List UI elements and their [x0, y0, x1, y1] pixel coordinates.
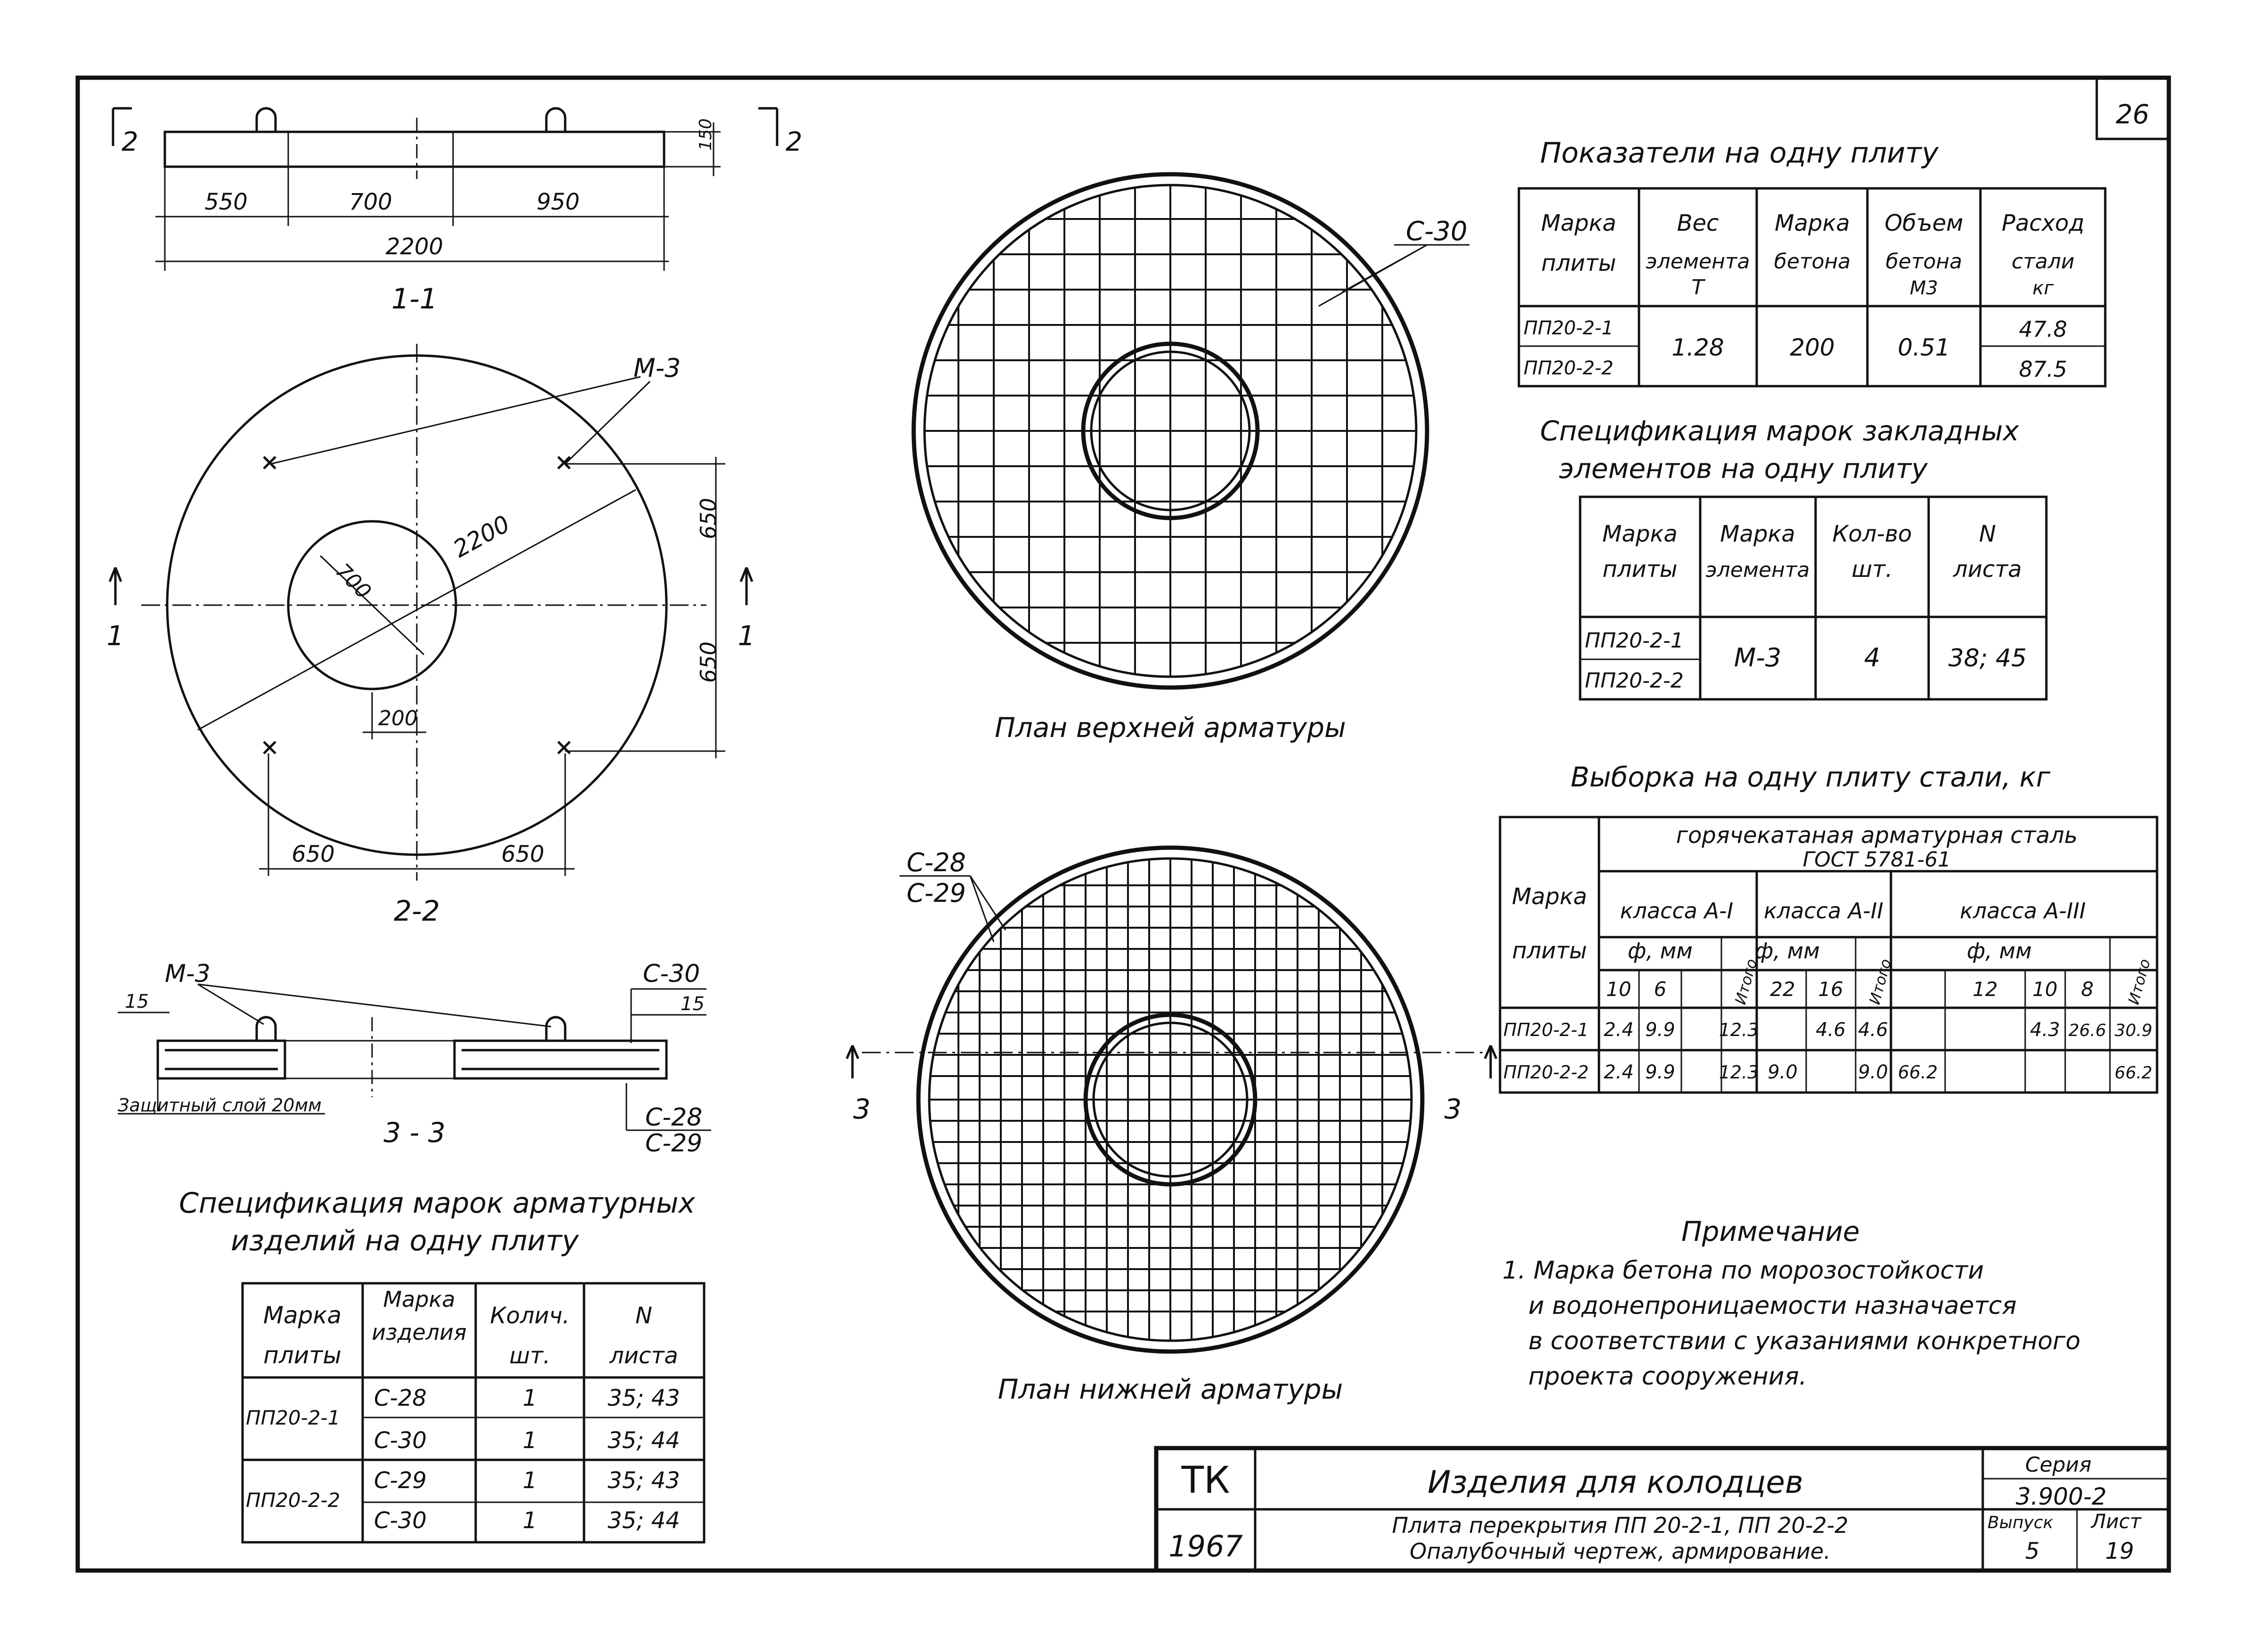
steel-r2-c5: 9.0	[1768, 1061, 1798, 1083]
plan-bottom-mesh-c28: С-28	[907, 848, 966, 877]
steel-r1-mark: ПП20-2-1	[1503, 1020, 1589, 1040]
issue-label: Выпуск	[1987, 1513, 2053, 1532]
steel-h-mark-1: Марка	[1512, 883, 1587, 910]
note-line-3: в соответствии с указаниями конкретного	[1528, 1327, 2081, 1355]
title-name: Изделия для колодцев	[1428, 1464, 1803, 1500]
ind-h-mark-1: Марка	[1541, 210, 1616, 236]
section-2-2-title: 2-2	[394, 895, 440, 928]
steel-title: Выборка на одну плиту стали, кг	[1571, 761, 2051, 793]
sheet-label: Лист	[2091, 1510, 2142, 1533]
indicators-title: Показатели на одну плиту	[1540, 137, 1939, 170]
steel-class-2: класса А-II	[1764, 898, 1883, 923]
reb-item-2: С-30	[374, 1427, 427, 1454]
embedded-title-1: Спецификация марок закладных	[1540, 415, 2019, 447]
dim-150: 150	[696, 118, 715, 151]
steel-r1-c6: 4.6	[1816, 1019, 1846, 1041]
dim-15-right: 15	[681, 993, 705, 1015]
plan-top-reinforcement	[914, 174, 1469, 744]
reb-h-sheet-2: листа	[609, 1343, 678, 1369]
dim-v-bottom: 650	[696, 641, 721, 683]
rebar-title-2: изделий на одну плиту	[231, 1224, 579, 1257]
reb-qty-4: 1	[522, 1507, 537, 1534]
rebar-title-1: Спецификация марок арматурных	[179, 1187, 695, 1220]
ind-h-vol-1: Объем	[1884, 210, 1963, 236]
title-desc-2: Опалубочный чертеж, армирование.	[1410, 1539, 1831, 1564]
note-line-1: 1. Марка бетона по морозостойкости	[1502, 1256, 1984, 1285]
steel-r1-c2: 9.9	[1645, 1019, 1675, 1041]
dim-700: 700	[349, 189, 392, 215]
cut-label-left: 2	[122, 127, 138, 157]
steel-r2-c11: 66.2	[2114, 1063, 2153, 1083]
ind-h-steel-1: Расход	[2002, 210, 2085, 236]
steel-d-10a: 10	[1606, 978, 1631, 1001]
reb-h-sheet-1: N	[635, 1303, 652, 1329]
insert-label-m3: М-3	[633, 353, 681, 383]
emb-h-elem-1: Марка	[1720, 521, 1795, 547]
ind-h-weight-1: Вес	[1677, 210, 1719, 236]
plan-top-mesh-c30: С-30	[1406, 216, 1468, 247]
reb-h-qty-2: шт.	[509, 1343, 551, 1369]
steel-total-3: Итого	[2125, 957, 2154, 1007]
sheet-value: 19	[2105, 1538, 2134, 1564]
plate-profile	[165, 132, 664, 167]
reb-item-4: С-30	[374, 1507, 427, 1534]
dim-v-top: 650	[696, 498, 721, 539]
section-2-2	[107, 344, 755, 928]
title-block	[1156, 1448, 2169, 1571]
ind-h-steel-3: кг	[2032, 277, 2054, 299]
reb-h-plate-1: Марка	[263, 1302, 342, 1329]
reb-h-item-2: изделия	[372, 1320, 467, 1345]
steel-r2-c1: 2.4	[1604, 1061, 1634, 1083]
reb-sheet-2: 35; 44	[608, 1427, 680, 1454]
emb-sheets: 38; 45	[1948, 644, 2027, 672]
steel-d-16: 16	[1818, 978, 1843, 1001]
note-line-4: проекта сооружения.	[1528, 1362, 1807, 1391]
ind-h-vol-2: бетона	[1885, 250, 1963, 274]
emb-h-elem-2: элемента	[1705, 558, 1810, 582]
dim-inner-diameter: 700	[331, 559, 376, 604]
steel-r2-mark: ПП20-2-2	[1503, 1062, 1589, 1083]
ind-row1-steel: 47.8	[2019, 316, 2068, 342]
steel-r1-c10: 26.6	[2068, 1021, 2107, 1040]
reb-qty-1: 1	[522, 1385, 537, 1411]
reb-h-qty-1: Колич.	[490, 1303, 570, 1329]
steel-d-12: 12	[1972, 978, 1998, 1001]
embedded-title-2: элементов на одну плиту	[1559, 453, 1928, 485]
embedded-elements-table	[1540, 415, 2046, 699]
steel-class-1: класса А-I	[1620, 898, 1734, 923]
section-3-3-insert: М-3	[165, 960, 211, 988]
issue-value: 5	[2025, 1538, 2040, 1564]
steel-h-main-2: ГОСТ 5781-61	[1802, 848, 1951, 872]
steel-class-3: класса А-III	[1960, 898, 2086, 923]
steel-h-main-1: горячекатаная арматурная сталь	[1676, 822, 2078, 849]
ind-row2-steel: 87.5	[2019, 356, 2068, 382]
ind-h-vol-3: М3	[1910, 277, 1938, 299]
emb-h-mark-1: Марка	[1602, 521, 1678, 547]
ind-row1-mark: ПП20-2-1	[1524, 317, 1614, 339]
ind-h-steel-2: стали	[2012, 250, 2075, 274]
dim-2200: 2200	[385, 234, 444, 260]
plan-bottom-caption: План нижней арматуры	[998, 1373, 1343, 1405]
section-3-3-mesh-c29: С-29	[645, 1129, 703, 1158]
cut-label-3-right: 3	[1444, 1093, 1462, 1125]
steel-r1-c11: 30.9	[2114, 1021, 2153, 1040]
ind-h-grade-1: Марка	[1775, 210, 1850, 236]
dim-hole-offset: 200	[378, 706, 418, 730]
steel-r2-c4: 12.3	[1719, 1062, 1759, 1083]
steel-phi-3: ф, мм	[1967, 938, 2032, 964]
emb-mark-1: ПП20-2-1	[1585, 629, 1684, 653]
reb-h-item-1: Марка	[383, 1287, 455, 1312]
series-label: Серия	[2025, 1453, 2092, 1477]
ind-h-grade-2: бетона	[1774, 250, 1851, 274]
emb-h-mark-2: плиты	[1602, 556, 1678, 583]
cut-label-1-right: 1	[738, 620, 755, 652]
section-1-1	[113, 108, 803, 316]
emb-h-sheet-2: листа	[1953, 556, 2022, 583]
plan-bottom-mesh-c29: С-29	[907, 878, 966, 908]
dim-h-left: 650	[292, 841, 335, 867]
steel-h-mark-2: плиты	[1512, 938, 1587, 964]
note-block	[1502, 1215, 2080, 1391]
steel-d-6: 6	[1654, 978, 1667, 1001]
emb-h-qty-1: Кол-во	[1832, 521, 1912, 547]
title-org: ТК	[1181, 1459, 1230, 1502]
ind-weight: 1.28	[1671, 334, 1724, 361]
steel-total-1: Итого	[1731, 957, 1761, 1007]
steel-r1-c1: 2.4	[1604, 1019, 1634, 1041]
reb-h-plate-2: плиты	[263, 1342, 341, 1369]
ind-h-weight-3: Т	[1691, 275, 1704, 300]
dim-950: 950	[536, 189, 580, 215]
series-value: 3.900-2	[2016, 1483, 2107, 1510]
dim-h-right: 650	[501, 841, 544, 867]
section-3-3-mesh-c28: С-28	[645, 1103, 703, 1132]
cut-label-3-left: 3	[853, 1093, 871, 1125]
steel-d-8: 8	[2081, 978, 2094, 1001]
section-3-3-top-mesh: С-30	[643, 960, 700, 988]
section-3-3-title: 3 - 3	[383, 1117, 446, 1149]
note-line-2: и водонепроницаемости назначается	[1528, 1292, 2017, 1320]
dim-550: 550	[204, 189, 248, 215]
reb-plate-1: ПП20-2-1	[246, 1406, 341, 1429]
cut-label-1-left: 1	[106, 620, 124, 652]
rebar-spec-table	[179, 1187, 704, 1542]
sheet-number: 26	[2116, 99, 2150, 130]
steel-r2-c2: 9.9	[1645, 1061, 1675, 1083]
steel-phi-2: ф, мм	[1755, 938, 1820, 964]
ind-h-weight-2: элемента	[1646, 250, 1750, 274]
ind-h-mark-2: плиты	[1541, 250, 1616, 276]
reb-sheet-1: 35; 43	[608, 1385, 680, 1411]
dim-outer-diameter: 2200	[448, 510, 515, 563]
ind-concrete: 200	[1790, 334, 1835, 361]
cover-note: Защитный слой 20мм	[118, 1095, 322, 1116]
section-1-1-title: 1-1	[391, 283, 438, 316]
emb-h-qty-2: шт.	[1851, 556, 1893, 583]
emb-mark-2: ПП20-2-2	[1585, 669, 1684, 693]
steel-phi-1: ф, мм	[1628, 938, 1693, 964]
steel-r2-c8: 66.2	[1898, 1062, 1938, 1083]
title-desc-1: Плита перекрытия ПП 20-2-1, ПП 20-2-2	[1392, 1513, 1849, 1538]
emb-element: М-3	[1734, 643, 1782, 672]
steel-r1-c4: 12.3	[1719, 1020, 1759, 1040]
emb-h-sheet-1: N	[1979, 521, 1996, 547]
section-3-3	[118, 960, 711, 1158]
reb-item-1: С-28	[374, 1385, 427, 1411]
steel-r1-c7: 4.6	[1858, 1019, 1888, 1041]
steel-d-22: 22	[1770, 978, 1795, 1001]
reb-sheet-3: 35; 43	[608, 1467, 680, 1494]
reb-sheet-4: 35; 44	[608, 1507, 680, 1534]
note-title: Примечание	[1681, 1215, 1860, 1247]
cut-label-right: 2	[786, 127, 803, 157]
steel-r1-c9: 4.3	[2030, 1019, 2060, 1041]
emb-qty: 4	[1864, 643, 1881, 672]
reb-qty-3: 1	[522, 1467, 537, 1494]
dim-15-left: 15	[125, 991, 149, 1012]
steel-sampling-table	[1500, 761, 2157, 1093]
reb-item-3: С-29	[374, 1467, 427, 1494]
steel-r2-c7: 9.0	[1858, 1061, 1888, 1083]
plan-top-caption: План верхней арматуры	[995, 712, 1346, 744]
steel-d-10b: 10	[2032, 978, 2058, 1001]
title-year: 1967	[1168, 1529, 1243, 1563]
indicators-table	[1519, 137, 2105, 386]
plan-bottom-reinforcement	[847, 848, 1496, 1405]
ind-volume: 0.51	[1898, 334, 1950, 361]
steel-total-2: Итого	[1866, 957, 1895, 1007]
reb-plate-2: ПП20-2-2	[246, 1489, 341, 1512]
reb-qty-2: 1	[522, 1427, 537, 1454]
ind-row2-mark: ПП20-2-2	[1524, 357, 1614, 379]
